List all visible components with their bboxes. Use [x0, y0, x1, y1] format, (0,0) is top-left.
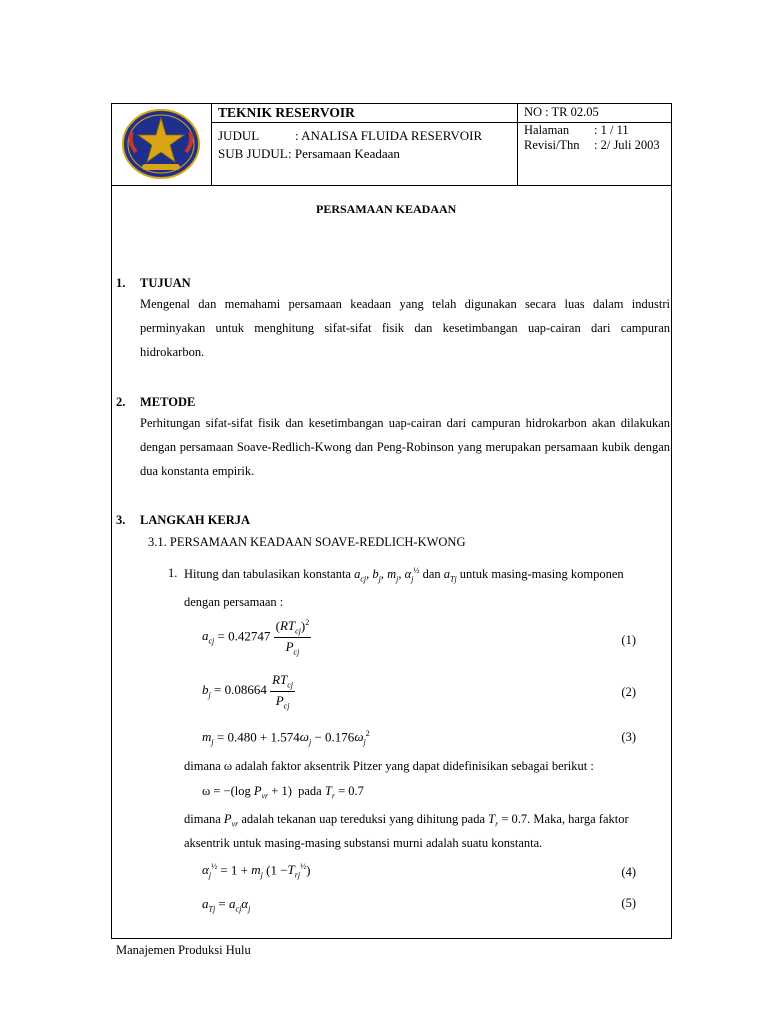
- judul-label: JUDUL: [218, 128, 260, 143]
- equation-4-number: (4): [621, 865, 636, 879]
- section-title: TEKNIK RESERVOIR: [218, 105, 355, 120]
- halaman-value: : 1 / 11: [594, 123, 629, 137]
- equation-4: $\alpha_j^{\frac{1}{2}} = 1 + m_j$ $(1 -T_{rj}^{\frac{1}{2}})$: [202, 862, 311, 880]
- equation-5-number: (5): [621, 896, 636, 910]
- pvr-line-2: aksentrik untuk masing-masing substansi murni adalah suatu konstanta.: [184, 836, 543, 850]
- section-3-heading: LANGKAH KERJA: [140, 513, 251, 527]
- halaman-label: Halaman: [524, 123, 570, 137]
- pvr-line-1: dimana $P_{vr}$ adalah tekanan uap tereduksi yang dihitung pada $T_r = 0.7$. Maka, harga faktor: [184, 812, 629, 829]
- logo-cell: [112, 104, 212, 185]
- section-2-number: 2.: [116, 395, 126, 409]
- section-3-number: 3.: [116, 513, 126, 527]
- title-cell: [212, 104, 518, 185]
- step-1-number: 1.: [168, 566, 178, 580]
- equation-5: $a_{Tj} = a_{cj}\alpha_j$: [202, 896, 251, 914]
- section-1-heading: TUJUAN: [140, 276, 191, 290]
- equation-1-number: (1): [621, 633, 636, 647]
- equation-3: $m_j = 0.480 + 1.574\omega_j - 0.176\omega_j^2$: [202, 729, 370, 747]
- doc-info-cell: [518, 104, 671, 185]
- equation-2-number: (2): [621, 685, 636, 699]
- subjudul-label: SUB JUDUL: [218, 146, 288, 161]
- equation-2: $b_j = 0.08664$ $\frac{RT_{cj}}{P_{cj}}$: [202, 672, 294, 711]
- equation-3-number: (3): [621, 730, 636, 744]
- omega-equation: ω = −(log $P_{vr} + 1$) pada $T_r = 0.7$: [202, 784, 364, 801]
- footer-text: Manajemen Produksi Hulu: [116, 943, 251, 957]
- header-table: [112, 104, 671, 186]
- company-logo: [112, 104, 211, 185]
- section-1-text: Mengenal dan memahami persamaan keadaan yang telah digunakan secara luas dalam industri perminyakan untuk menghitung sifat-sifat fisik dan kesetimbangan uap-cairan dari campuran hidrokarbon.: [140, 297, 670, 359]
- subjudul-value: : Persamaan Keadaan: [288, 146, 400, 161]
- omega-definition: dimana ω adalah faktor aksentrik Pitzer yang dapat didefinisikan sebagai berikut :: [184, 759, 594, 773]
- section-2-text: Perhitungan sifat-sifat fisik dan kesetimbangan uap-cairan dari campuran hidrokarbon akan dilakukan dengan persamaan Soave-Redlich-Kwong dan Peng-Robinson yang merupakan persamaan kubik dengan dua konstanta empirik.: [140, 416, 670, 478]
- step-1-line-2: dengan persamaan :: [184, 595, 284, 609]
- doc-number: NO : TR 02.05: [524, 105, 599, 119]
- section-1-number: 1.: [116, 276, 126, 290]
- equation-1: $a_{cj} = 0.42747$ $\frac{(RT_{cj})^2}{P_{cj}}$: [202, 618, 310, 657]
- revisi-label: Revisi/Thn: [524, 138, 580, 152]
- revisi-value: : 2/ Juli 2003: [594, 138, 660, 152]
- document-title: PERSAMAAN KEADAAN: [316, 202, 457, 216]
- step-1-line: Hitung dan tabulasikan konstanta $a_{cj}$, $b_j$, $m_j$, $\alpha_j^{\frac{1}{2}}$ dan $a_{Tj}$ untuk masing-masing komponen: [184, 566, 624, 584]
- section-2-heading: METODE: [140, 395, 196, 409]
- judul-value: : ANALISA FLUIDA RESERVOIR: [295, 128, 483, 143]
- subsection-heading: 3.1. PERSAMAAN KEADAAN SOAVE-REDLICH-KWONG: [148, 535, 466, 549]
